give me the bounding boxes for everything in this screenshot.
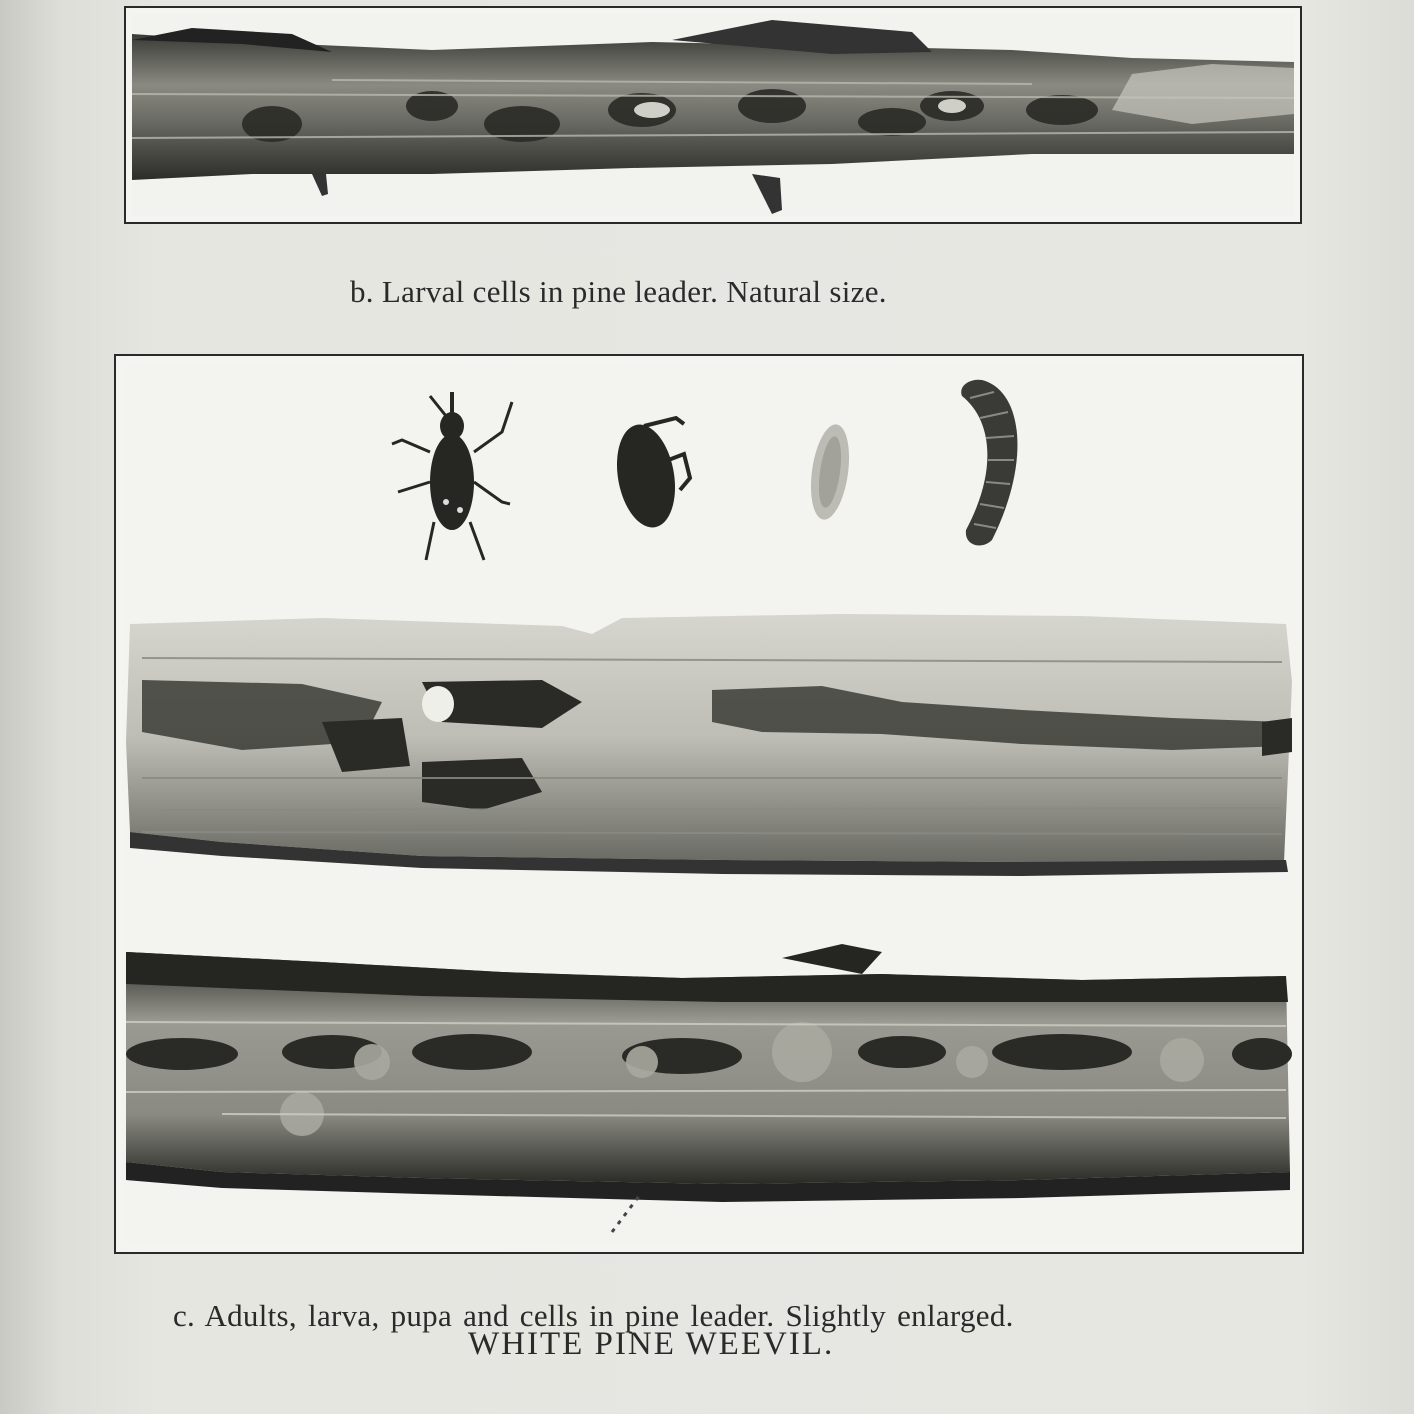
- figure-b-photo: [124, 6, 1302, 224]
- lower-leader-section: [126, 944, 1292, 1232]
- plate-title: WHITE PINE WEEVIL.: [468, 1326, 835, 1362]
- pine-leader-b-image: [132, 14, 1294, 216]
- figure-c-caption: c. Adults, larva, pupa and cells in pine leader. Slightly enlarged.: [173, 1298, 1014, 1333]
- figure-c-photo: [114, 354, 1304, 1254]
- pine-leader-c-image: [122, 362, 1296, 1246]
- upper-leader-section: [126, 614, 1292, 876]
- figure-b-caption: b. Larval cells in pine leader. Natural size.: [350, 274, 887, 309]
